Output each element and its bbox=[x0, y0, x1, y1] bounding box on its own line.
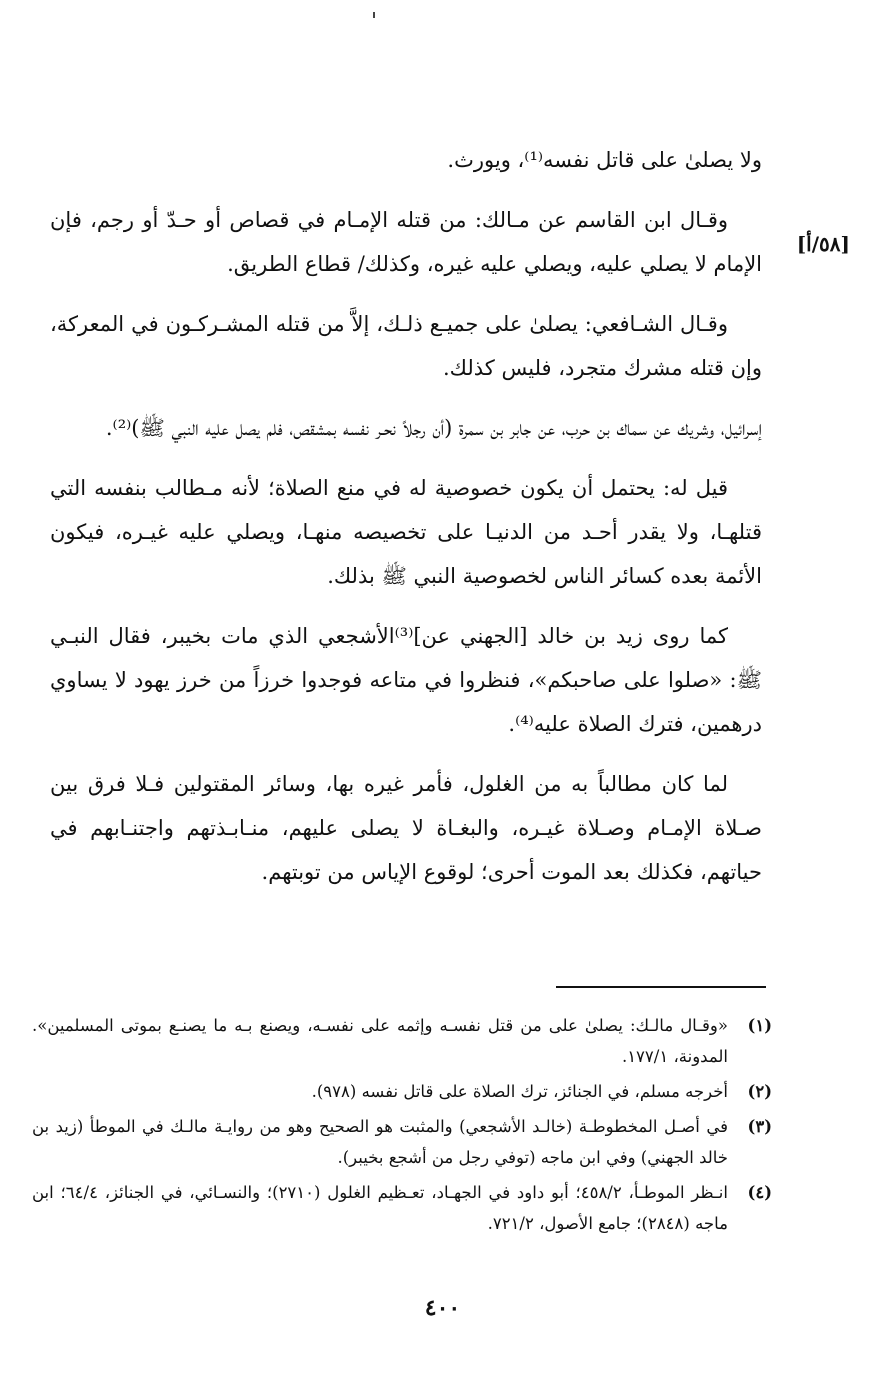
footnote-number: (١) bbox=[747, 1016, 772, 1035]
page-number: ٤٠٠ bbox=[424, 1295, 461, 1321]
footnotes bbox=[32, 1010, 772, 1243]
paragraph-7: لما كان مطالباً به من الغلول، فأمر غيره بها، وسائر المقتولين فـلا فرق بين صـلاة الإمـام وصـلاة غيـره، والبغـاة لا يصلى عليهم، منـابـذتهم واجتنـابهم في حياتهم، فكذلك بعد الموت أحرى؛ لوقوع الإياس من توبتهم. bbox=[50, 772, 762, 884]
footnote-separator bbox=[556, 986, 766, 988]
footnote-3 bbox=[32, 1111, 772, 1173]
paragraph-2: وقـال ابن القاسم عن مـالك: من قتله الإمـام في قصاص أو حـدّ أو رجم، فإن الإمام لا يصلي عليه، ويصلي عليه غيره، وكذلك/ قطاع الطريق. bbox=[50, 208, 762, 276]
footnote-number: (٤) bbox=[747, 1183, 772, 1202]
footnote-text: أخرجه مسلم، في الجنائز، ترك الصلاة على قاتل نفسه (٩٧٨). bbox=[311, 1082, 728, 1101]
paragraph-6: كما روى زيد بن خالد [الجهني عن]⁽³⁾الأشجعي الذي مات بخيبر، فقال النبـي ﷺ: «صلوا على صاحبكم»، فنظروا في متاعه فوجدوا خرزاً من خرز يهود لا يساوي درهمين، فترك الصلاة عليه⁽⁴⁾. bbox=[50, 624, 762, 736]
footnote-1 bbox=[32, 1010, 772, 1072]
paragraph-4: إسرائيل، وشريك عن سماك بن حرب، عن جابر بن سمرة (أن رجلاً نحـر نفسه بمشقص، فلم يصل عليه النبي ﷺ)⁽²⁾. bbox=[105, 416, 762, 440]
main-text bbox=[50, 138, 762, 910]
footnote-number: (٢) bbox=[747, 1082, 772, 1101]
footnote-4 bbox=[32, 1177, 772, 1239]
scan-mark bbox=[373, 12, 375, 18]
footnote-text: في أصـل المخطوطـة (خالـد الأشجعي) والمثبت هو الصحيح وهو من روايـة مالـك في الموطأ (زيد بن خالد الجهني) وفي ابن ماجه (توفي رجل من أشجع بخيبر). bbox=[32, 1117, 728, 1167]
folio-reference: [٥٨/أ] bbox=[796, 232, 850, 256]
footnote-number: (٣) bbox=[747, 1117, 772, 1136]
paragraph-3: وقـال الشـافعي: يصلىٰ على جميـع ذلـك، إلاَّ من قتله المشـركـون في المعركة، وإن قتله مشرك متجرد، فليس كذلك. bbox=[50, 312, 762, 380]
footnote-text: «وقـال مالـك: يصلىٰ على من قتل نفسـه وإثمه على نفسـه، ويصنع بـه ما يصنـع بموتى المسلمين». المدونة، ١٧٧/١. bbox=[32, 1016, 728, 1066]
footnote-2 bbox=[32, 1076, 772, 1107]
paragraph-1: ولا يصلىٰ على قاتل نفسه⁽¹⁾، ويورث. bbox=[447, 148, 762, 172]
paragraph-5: قيل له: يحتمل أن يكون خصوصية له في منع الصلاة؛ لأنه مـطالب بنفسه التي قتلهـا، ولا يقدر أحـد من الدنيـا على تخصيصه منهـا، ويصلي عليه غيـره، فيكون الأئمة بعده كسائر الناس لخصوصية النبي ﷺ بذلك. bbox=[50, 476, 762, 588]
footnote-text: انـظر الموطـأ، ٤٥٨/٢؛ أبو داود في الجهـاد، تعـظيم الغلول (٢٧١٠)؛ والنسـائي، في الجنائز، ٦٤/٤؛ ابن ماجه (٢٨٤٨)؛ جامع الأصول، ٧٢١/٢. bbox=[32, 1183, 728, 1233]
